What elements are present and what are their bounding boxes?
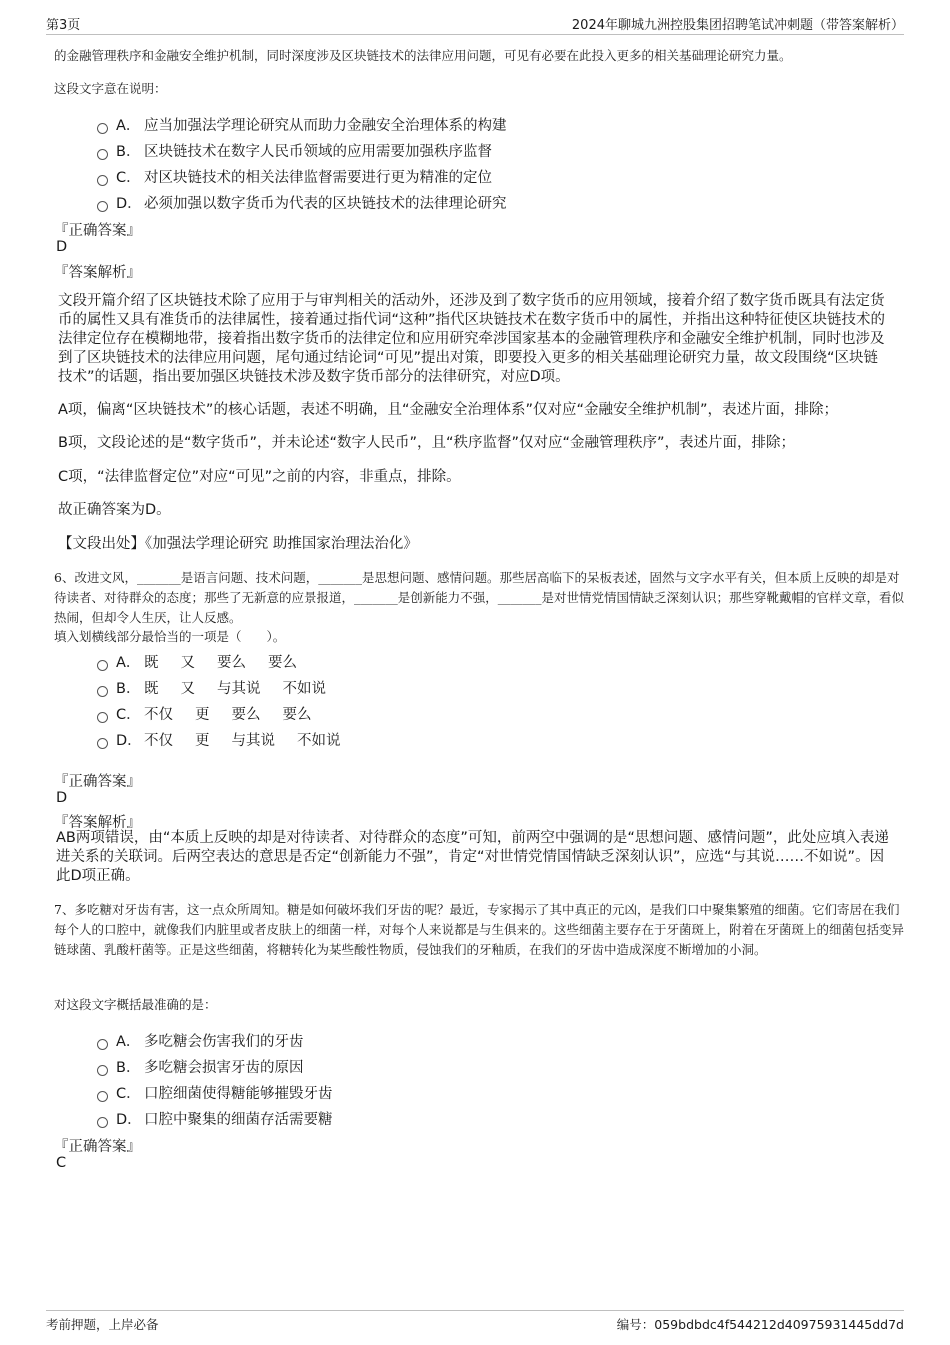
q5-answer-label: 『正确答案』	[54, 223, 141, 239]
radio-icon[interactable]	[97, 175, 108, 186]
radio-icon[interactable]	[97, 712, 108, 723]
radio-icon[interactable]	[97, 123, 108, 134]
q6-analysis-label: 『答案解析』	[54, 815, 141, 831]
q7-option-b[interactable]: B． 多吃糖会损害牙齿的原因	[97, 1056, 304, 1077]
q5-option-d[interactable]: D． 必须加强以数字货币为代表的区块链技术的法律理论研究	[97, 192, 507, 213]
q5-note-b: B项，文段论述的是“数字货币”，并未论述“数字人民币”，且“秩序监督”仅对应“金融管理秩序”，表述片面，排除；	[58, 435, 796, 451]
radio-icon[interactable]	[97, 1117, 108, 1128]
q6-answer-label: 『正确答案』	[54, 774, 141, 790]
q6-prompt: 填入划横线部分最恰当的一项是（ ）。	[54, 629, 286, 644]
radio-icon[interactable]	[97, 1065, 108, 1076]
q6-option-d[interactable]: D． 不仅 更 与其说 不如说	[97, 729, 341, 750]
q6-analysis: AB两项错误，由“本质上反映的却是对待读者、对待群众的态度”可知，前两空中强调的是“思想问题、感情问题”，此处应填入表递进关系的关联词。后两空表达的意思是否定“创新能力不强”，肯定“对世情党情国情缺乏深刻认识”，应选“与其说……不如说”。因此D项正确。	[56, 830, 889, 884]
q7-answer-label: 『正确答案』	[54, 1139, 141, 1155]
q5-option-c[interactable]: C． 对区块链技术的相关法律监督需要进行更为精准的定位	[97, 166, 492, 187]
q7-stem: 7、多吃糖对牙齿有害，这一点众所周知。糖是如何破坏我们牙齿的呢？最近，专家揭示了其中真正的元凶，是我们口中聚集繁殖的细菌。它们寄居在我们每个人的口腔中，就像我们内脏里或者皮肤上的细菌一样，对每个人来说都是与生俱来的。这些细菌主要存在于牙菌斑上，附着在牙菌斑上的细菌包括变异链球菌、乳酸杆菌等。正是这些细菌，将糖转化为某些酸性物质，侵蚀我们的牙釉质，在我们的牙齿中造成深度不断增加的小洞。	[54, 902, 905, 957]
radio-icon[interactable]	[97, 660, 108, 671]
q6-option-a[interactable]: A． 既 又 要么 要么	[97, 651, 297, 672]
q5-answer: D	[56, 239, 68, 255]
q7-option-a[interactable]: A． 多吃糖会伤害我们的牙齿	[97, 1030, 304, 1051]
q7-answer: C	[56, 1155, 67, 1171]
radio-icon[interactable]	[97, 1091, 108, 1102]
q5-analysis: 文段开篇介绍了区块链技术除了应用于与审判相关的活动外，还涉及到了数字货币的应用领域，接着介绍了数字货币既具有法定货币的属性又具有准货币的法律属性，接着通过指代词“这种”指代区块链技术在数字货币中的属性，并指出这种特征使区块链技术的法律定位存在模糊地带，接着指出数字货币的法律定位和应用研究牵涉国家基本的金融管理秩序和金融安全维护机制，同时也涉及到了区块链技术的法律应用问题，尾句通过结论词“可见”提出对策，即要投入更多的相关基础理论研究力量，故文段围绕“区块链技术”的话题，指出要加强区块链技术涉及数字货币部分的法律研究，对应D项。	[58, 293, 886, 385]
q7-option-c[interactable]: C． 口腔细菌使得糖能够摧毁牙齿	[97, 1082, 333, 1103]
q6-answer: D	[56, 790, 68, 806]
radio-icon[interactable]	[97, 1039, 108, 1050]
radio-icon[interactable]	[97, 149, 108, 160]
q6-option-b[interactable]: B． 既 又 与其说 不如说	[97, 677, 326, 698]
page-footer	[46, 1310, 904, 1336]
radio-icon[interactable]	[97, 686, 108, 697]
footer-slogan: 考前押题，上岸必备	[46, 1317, 159, 1332]
document-id: 编号：059bdbdc4f544212d40975931445dd7d	[616, 1317, 904, 1332]
q5-conclusion: 故正确答案为D。	[58, 502, 171, 518]
radio-icon[interactable]	[97, 738, 108, 749]
radio-icon[interactable]	[97, 201, 108, 212]
page-number: 第3页	[46, 18, 81, 33]
q5-stem-tail: 的金融管理秩序和金融安全维护机制，同时深度涉及区块链技术的法律应用问题，可见有必要在此投入更多的相关基础理论研究力量。	[54, 48, 792, 63]
q6-stem: 6、改进文风，_______是语言问题、技术问题，_______是思想问题、感情问题。那些居高临下的呆板表述，固然与文字水平有关，但本质上反映的却是对待读者、对待群众的态度；那些了无新意的应景报道，_______是创新能力不强，_______是对世情党情国情缺乏深刻认识；那些穿靴戴帽的官样文章，看似热闹，但却令人生厌，让人反感。	[54, 570, 905, 625]
document-title: 2024年聊城九洲控股集团招聘笔试冲刺题（带答案解析）	[571, 18, 904, 33]
q5-note-a: A项，偏离“区块链技术”的核心话题，表述不明确，且“金融安全治理体系”仅对应“金融安全维护机制”，表述片面，排除；	[58, 402, 838, 418]
q5-option-a[interactable]: A． 应当加强法学理论研究从而助力金融安全治理体系的构建	[97, 114, 507, 135]
q7-prompt: 对这段文字概括最准确的是：	[54, 997, 217, 1012]
q5-prompt: 这段文字意在说明：	[54, 81, 167, 96]
page-header	[46, 14, 904, 35]
q7-option-d[interactable]: D． 口腔中聚集的细菌存活需要糖	[97, 1108, 333, 1129]
q5-source: 【文段出处】《加强法学理论研究 助推国家治理法治化》	[58, 536, 418, 552]
q5-analysis-label: 『答案解析』	[54, 265, 141, 281]
q6-option-c[interactable]: C． 不仅 更 要么 要么	[97, 703, 312, 724]
q5-note-c: C项，“法律监督定位”对应“可见”之前的内容，非重点，排除。	[58, 469, 461, 485]
q5-option-b[interactable]: B． 区块链技术在数字人民币领域的应用需要加强秩序监督	[97, 140, 492, 161]
